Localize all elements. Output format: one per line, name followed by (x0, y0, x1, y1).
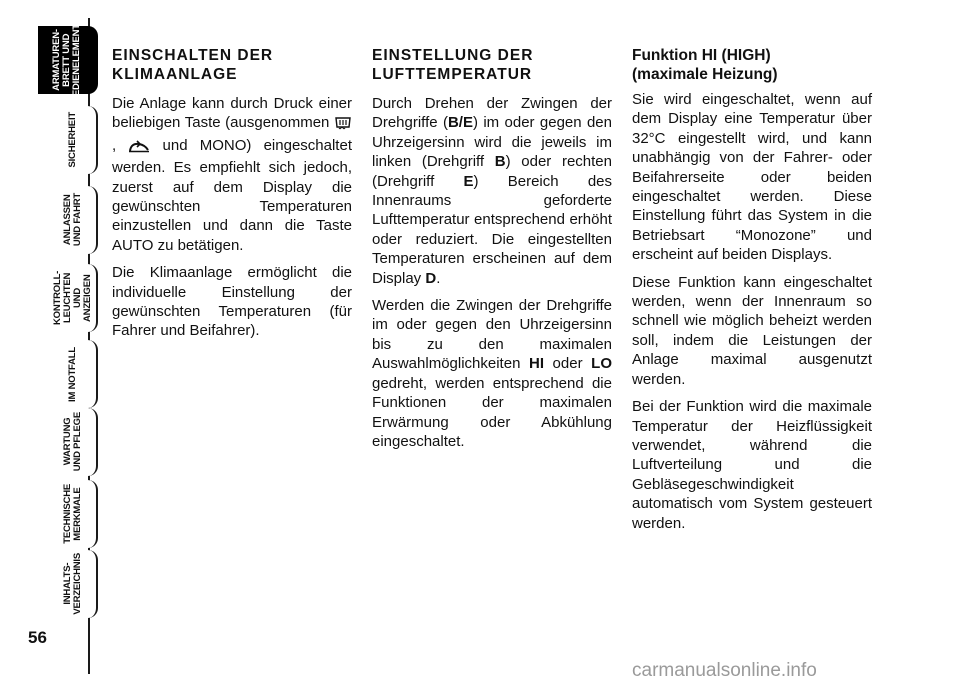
column-lufttemperatur (372, 46, 612, 459)
tab-label: ANLASSEN UND FAHRT (62, 193, 83, 247)
tab-notfall[interactable] (50, 340, 98, 408)
tab-label: TECHNISCHE MERKMALE (62, 484, 83, 544)
tab-wartung[interactable] (50, 408, 98, 476)
text-run: Werden die Zwingen der Drehgriffe im oder gegen den Uhrzeigersinn bis zu den maximalen Auswahlmöglichkeiten (372, 297, 612, 373)
label-e: E (462, 114, 473, 132)
slash: / (458, 114, 463, 132)
label-lo: LO (591, 355, 612, 373)
paragraph (372, 296, 612, 451)
tab-label: WARTUNG UND PFLEGE (62, 412, 83, 472)
paragraph: Sie wird eingeschaltet, wenn auf dem Display eine Temperatur über 32°C eingestellt wird, und kann unabhängig von der Fahrer- oder Beifahrerseite oder beiden eingeschaltet werden. Diese Einstellung führt das System in die Betriebsart “Monozone” und erscheint auf beiden Displays. (632, 91, 872, 264)
rear-defrost-icon (334, 116, 352, 135)
tab-technische-merkmale[interactable] (50, 480, 98, 548)
paragraph: Diese Funktion kann eingeschaltet werden, wenn der Innenraum so schnell wie möglich beheizt werden soll, indem die Leistungen der Anlage maximal ausgenutzt werden. (632, 273, 872, 388)
heading-line: Funktion HI (HIGH) (632, 47, 771, 64)
section-heading: EINSTELLUNG DER LUFTTEMPERATUR (372, 47, 534, 83)
paragraph (372, 94, 612, 288)
text-run: ) oder rechten (Drehgriff (372, 153, 612, 190)
tab-label: ARMATUREN- BRETT UND BEDIENELEMENTE (51, 17, 82, 103)
column-einschalten (112, 46, 352, 349)
text-run: , (112, 136, 129, 154)
tab-inhaltsverzeichnis[interactable] (50, 550, 98, 618)
label-b: B (447, 114, 459, 132)
text-run: und MONO) eingeschaltet werden. Es empfiehlt sich jedoch, zuerst auf dem Display die gewünschten Temperaturen einzustellen und dann die Taste AUTO zu betätigen. (112, 136, 352, 254)
chapter-sidebar (0, 0, 100, 692)
recirculation-icon (128, 139, 150, 158)
text-run: ) im oder gegen den Uhrzeigersinn wird die jeweils im linken (Drehgriff (372, 114, 612, 171)
tab-label: IM NOTFALL (67, 346, 78, 402)
tab-kontrollleuchten[interactable] (50, 264, 98, 332)
watermark: carmanualsonline.info (632, 660, 817, 681)
text-run: gedreht, werden entsprechend die Funktionen der maximalen Erwärmung oder Abkühlung eingeschaltet. (372, 374, 612, 450)
paragraph (112, 94, 352, 255)
label-b: B (494, 153, 506, 171)
column-funktion-hi (632, 46, 872, 541)
text-run: oder (543, 355, 592, 373)
text-run: Durch Drehen der Zwingen der Drehgriffe ( (372, 95, 612, 132)
tab-label: KONTROLL- LEUCHTEN UND ANZEIGEN (52, 270, 93, 326)
text-run: ) Bereich des Innenraums geforderte Lufttemperatur entsprechend erhöht oder reduziert. Die eingestellten Temperaturen erscheinen auf dem Display (372, 172, 612, 287)
page-number: 56 (28, 628, 47, 647)
tab-label: SICHERHEIT (67, 112, 78, 168)
text-run: Die Anlage kann durch Druck einer beliebigen Taste (ausgenommen (112, 95, 352, 132)
text-run: . (436, 269, 441, 287)
label-e: E (463, 172, 474, 190)
paragraph: Die Klimaanlage ermöglicht die individuelle Einstellung der gewünschten Temperaturen (für Fahrer und Beifahrer). (112, 264, 352, 340)
tab-anlassen[interactable] (50, 186, 98, 254)
label-d: D (425, 269, 437, 287)
paragraph: Bei der Funktion wird die maximale Temperatur der Heizflüssigkeit verwendet, während die Luftverteilung und die Gebläsegeschwindigkeit automatisch vom System gesteuert werden. (632, 398, 872, 532)
tab-sicherheit[interactable] (50, 106, 98, 174)
heading-line: (maximale Heizung) (632, 66, 778, 83)
section-heading (632, 46, 872, 84)
tab-armaturenbrett[interactable] (38, 17, 98, 103)
section-heading: EINSCHALTEN DER KLIMAANLAGE (112, 47, 274, 83)
label-hi: HI (528, 355, 544, 373)
tab-label: INHALTS- VERZEICHNIS (62, 553, 83, 615)
